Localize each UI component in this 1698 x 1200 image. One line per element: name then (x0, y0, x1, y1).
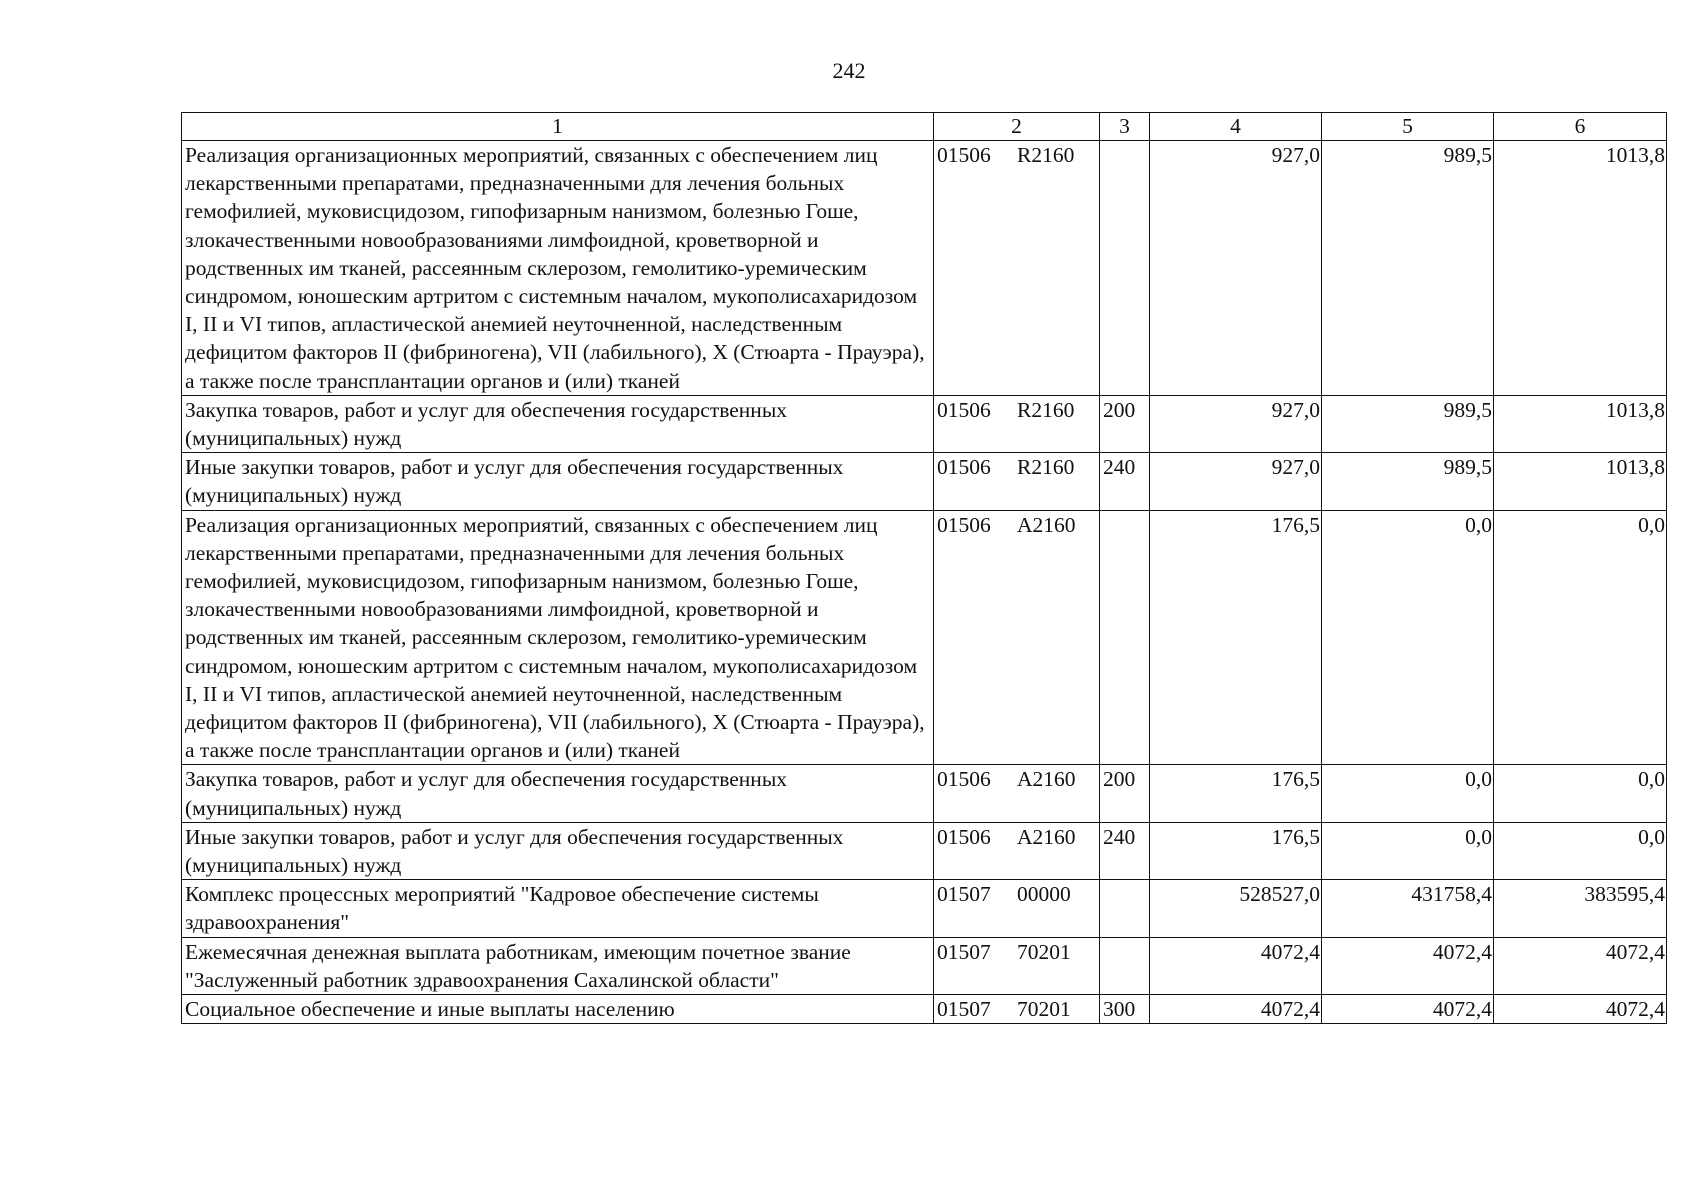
amount-col-4: 176,5 (1150, 765, 1322, 822)
program-code-part: 01506 (937, 455, 991, 480)
amount-col-6: 383595,4 (1494, 880, 1667, 937)
amount-col-5: 0,0 (1322, 510, 1494, 765)
amount-col-6: 0,0 (1494, 822, 1667, 879)
item-name: Иные закупки товаров, работ и услуг для обеспечения государственных (муниципальных) нужд (182, 822, 934, 879)
header-cell: 6 (1494, 113, 1667, 141)
amount-col-5: 4072,4 (1322, 937, 1494, 994)
table-row (182, 510, 1667, 765)
table-row (182, 822, 1667, 879)
expense-type-code: 240 (1100, 453, 1150, 510)
program-code (934, 937, 1100, 994)
program-code (934, 822, 1100, 879)
amount-col-5: 989,5 (1322, 453, 1494, 510)
header-row (182, 113, 1667, 141)
expense-type-code (1100, 937, 1150, 994)
item-name: Комплекс процессных мероприятий "Кадровое обеспечение системы здравоохранения" (182, 880, 934, 937)
amount-col-4: 927,0 (1150, 141, 1322, 396)
amount-col-6: 1013,8 (1494, 141, 1667, 396)
program-code-part: 01507 (937, 882, 991, 907)
program-code (934, 510, 1100, 765)
amount-col-5: 989,5 (1322, 141, 1494, 396)
expense-type-code: 200 (1100, 765, 1150, 822)
amount-col-4: 927,0 (1150, 453, 1322, 510)
expense-type-code (1100, 880, 1150, 937)
amount-col-5: 0,0 (1322, 765, 1494, 822)
amount-col-6: 1013,8 (1494, 395, 1667, 452)
amount-col-5: 431758,4 (1322, 880, 1494, 937)
budget-table (181, 112, 1667, 1024)
table-row (182, 937, 1667, 994)
item-name: Ежемесячная денежная выплата работникам, имеющим почетное звание "Заслуженный работник здравоохранения Сахалинской области" (182, 937, 934, 994)
amount-col-6: 1013,8 (1494, 453, 1667, 510)
program-code-part: 01506 (937, 767, 991, 792)
program-code-part: 01506 (937, 824, 991, 849)
amount-col-6: 4072,4 (1494, 937, 1667, 994)
amount-col-4: 176,5 (1150, 510, 1322, 765)
amount-col-4: 176,5 (1150, 822, 1322, 879)
program-code-part: 01506 (937, 512, 991, 537)
amount-col-4: 4072,4 (1150, 995, 1322, 1024)
program-code-part: 01506 (937, 143, 991, 167)
header-cell: 5 (1322, 113, 1494, 141)
table-row (182, 765, 1667, 822)
expense-type-code (1100, 141, 1150, 396)
item-name: Реализация организационных мероприятий, связанных с обеспечением лиц лекарственными препаратами, предназначенными для лечения больных гемофилией, муковисцидозом, гипофизарным нанизмом, болезнью Гоше, злокачественными новообразованиями лимфоидной, кроветворной и родственных им тканей, рассеянным склерозом, гемолитико-уремическим синдромом, юношеским артритом с системным началом, мукополисахаридозом I, II и VI типов, апластической анемией неуточненной, наследственным дефицитом факторов II (фибриногена), VII (лабильного), X (Стюарта - Прауэра), а также после трансплантации органов и (или) тканей (182, 510, 934, 765)
table-row (182, 395, 1667, 452)
program-code (934, 395, 1100, 452)
program-code (934, 880, 1100, 937)
amount-col-4: 528527,0 (1150, 880, 1322, 937)
item-name: Закупка товаров, работ и услуг для обеспечения государственных (муниципальных) нужд (182, 765, 934, 822)
table-header (182, 113, 1667, 141)
program-code (934, 453, 1100, 510)
expense-type-code: 200 (1100, 395, 1150, 452)
expense-type-code: 300 (1100, 995, 1150, 1024)
item-name: Иные закупки товаров, работ и услуг для обеспечения государственных (муниципальных) нужд (182, 453, 934, 510)
item-name: Реализация организационных мероприятий, связанных с обеспечением лиц лекарственными препаратами, предназначенными для лечения больных гемофилией, муковисцидозом, гипофизарным нанизмом, болезнью Гоше, злокачественными новообразованиями лимфоидной, кроветворной и родственных им тканей, рассеянным склерозом, гемолитико-уремическим синдромом, юношеским артритом с системным началом, мукополисахаридозом I, II и VI типов, апластической анемией неуточненной, наследственным дефицитом факторов II (фибриногена), VII (лабильного), X (Стюарта - Прауэра), а также после трансплантации органов и (или) тканей (182, 141, 934, 396)
amount-col-4: 927,0 (1150, 395, 1322, 452)
header-cell: 4 (1150, 113, 1322, 141)
direction-code: R2160 (1017, 143, 1075, 167)
table-row (182, 995, 1667, 1024)
amount-col-5: 4072,4 (1322, 995, 1494, 1024)
item-name: Социальное обеспечение и иные выплаты населению (182, 995, 934, 1024)
expense-type-code: 240 (1100, 822, 1150, 879)
table-row (182, 141, 1667, 396)
page-number: 242 (832, 58, 866, 83)
header-cell: 3 (1100, 113, 1150, 141)
program-code-part: 01506 (937, 397, 991, 422)
item-name: Закупка товаров, работ и услуг для обеспечения государственных (муниципальных) нужд (182, 395, 934, 452)
direction-code: A2160 (1017, 512, 1076, 537)
program-code (934, 995, 1100, 1024)
program-code-part: 01507 (937, 997, 991, 1022)
table-body (182, 141, 1667, 1024)
direction-code: R2160 (1017, 397, 1075, 422)
header-cell: 1 (182, 113, 934, 141)
amount-col-6: 4072,4 (1494, 995, 1667, 1024)
direction-code: R2160 (1017, 455, 1075, 480)
amount-col-6: 0,0 (1494, 765, 1667, 822)
direction-code: 00000 (1017, 882, 1071, 907)
amount-col-4: 4072,4 (1150, 937, 1322, 994)
direction-code: A2160 (1017, 824, 1076, 849)
amount-col-6: 0,0 (1494, 510, 1667, 765)
table-row (182, 880, 1667, 937)
program-code (934, 765, 1100, 822)
program-code-part: 01507 (937, 939, 991, 964)
amount-col-5: 0,0 (1322, 822, 1494, 879)
direction-code: A2160 (1017, 767, 1076, 792)
direction-code: 70201 (1017, 997, 1071, 1022)
direction-code: 70201 (1017, 939, 1071, 964)
header-cell: 2 (934, 113, 1100, 141)
amount-col-5: 989,5 (1322, 395, 1494, 452)
table-row (182, 453, 1667, 510)
program-code (934, 141, 1100, 396)
expense-type-code (1100, 510, 1150, 765)
